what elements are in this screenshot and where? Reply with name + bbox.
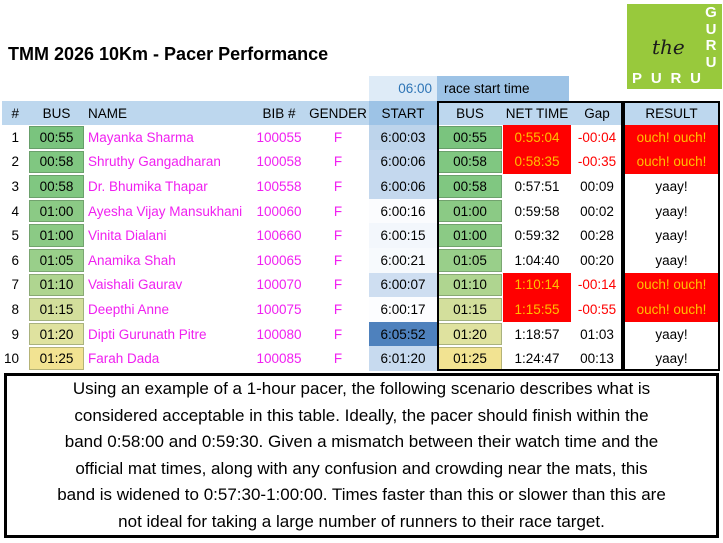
net-time-cell: 0:59:58 [503,199,571,224]
logo-the-script: the [652,35,685,59]
explanation-line: not ideal for taking a large number of runners to their race target. [118,511,605,531]
logo-letter: R [670,70,682,87]
bus-time-cell [28,248,85,273]
row-number: 9 [11,326,19,342]
net-time-cell: 0:59:32 [503,223,571,248]
result-cell: ouch! ouch! [623,150,720,175]
row-number: 5 [11,228,19,244]
runner-name: Shruthy Gangadharan [88,154,221,170]
bib-number: 100055 [256,129,302,145]
runner-name: Deepthi Anne [88,301,170,317]
logo-letter: U [705,20,717,38]
net-time-cell: 1:24:47 [503,346,571,371]
start-time-cell: 6:00:06 [369,150,437,175]
start-time-cell: 6:05:52 [369,322,437,347]
result-cell: ouch! ouch! [623,273,720,298]
bus-time-cell [28,297,85,322]
gap-cell: -00:35 [577,154,617,170]
start-time-cell: 6:00:15 [369,223,437,248]
result-cell: yaay! [623,322,720,347]
bus-chip: 00:58 [438,151,502,174]
logo-letter: U [650,70,662,87]
gender-value: F [333,301,343,317]
col-header-name: NAME [85,101,251,125]
bib-number: 100065 [256,252,302,268]
col-header-net-time: NET TIME [503,101,571,125]
bib-number: 100080 [256,326,302,342]
net-time-cell: 1:10:14 [503,273,571,298]
bus-time-cell-2 [437,199,503,224]
bus-time-cell-2 [437,125,503,150]
logo-letter: P [632,70,643,87]
bus-chip: 01:00 [438,200,502,223]
gap-cell: 00:28 [580,228,614,244]
net-time-cell: 1:18:57 [503,322,571,347]
bib-number: 100060 [256,203,302,219]
puru-guru-logo [627,4,722,89]
gap-cell: 00:13 [580,351,614,367]
start-time-cell: 6:00:06 [369,174,437,199]
gender-value: F [333,252,343,268]
bus-time-cell-2 [437,322,503,347]
bus-chip: 01:15 [29,298,84,321]
runner-name: Dipti Gurunath Pitre [88,326,207,342]
gender-value: F [333,351,343,367]
bus-time-cell [28,125,85,150]
result-cell: ouch! ouch! [623,297,720,322]
logo-guru-vertical [702,5,720,71]
start-time-cell: 6:00:17 [369,297,437,322]
bus-time-cell-2 [437,297,503,322]
bus-chip: 00:58 [438,175,502,198]
bus-time-cell-2 [437,248,503,273]
runner-name: Anamika Shah [88,252,176,268]
page-title: TMM 2026 10Km - Pacer Performance [8,44,329,64]
bus-time-cell-2 [437,273,503,298]
gender-value: F [333,178,343,194]
col-header-gap: Gap [571,101,623,125]
explanation-box [4,373,719,538]
runner-name: Dr. Bhumika Thapar [88,178,208,194]
bus-time-cell-2 [437,150,503,175]
result-cell: yaay! [623,346,720,371]
explanation-line: band is widened to 0:57:30-1:00:00. Times faster than this or slower than this are [57,485,666,504]
bus-chip: 01:10 [438,274,502,297]
row-number: 8 [11,301,19,317]
result-cell: ouch! ouch! [623,125,720,150]
gender-value: F [333,326,343,342]
result-cell: yaay! [623,248,720,273]
race-start-time-label: race start time [437,76,569,101]
start-time-cell: 6:00:07 [369,273,437,298]
start-time-cell: 6:01:20 [369,346,437,371]
col-header-bus: BUS [28,101,85,125]
bus-chip: 01:05 [438,249,502,272]
logo-puru-horizontal [632,70,701,87]
runner-name: Ayesha Vijay Mansukhani [88,203,243,219]
bus-time-cell [28,174,85,199]
gap-cell: -00:04 [577,129,617,145]
row-number: 10 [3,351,19,367]
bib-number: 100558 [256,178,302,194]
gap-cell: 01:03 [580,326,614,342]
bus-chip: 01:00 [29,224,84,247]
gap-cell: -00:55 [577,301,617,317]
bus-time-cell [28,199,85,224]
bus-chip: 01:20 [29,323,84,346]
result-cell: yaay! [623,174,720,199]
start-time-cell: 6:00:03 [369,125,437,150]
bus-chip: 00:55 [29,126,84,149]
gap-cell: 00:02 [580,203,614,219]
row-number: 4 [11,203,19,219]
bus-chip: 01:20 [438,323,502,346]
col-header-num: # [2,101,28,125]
bus-chip: 01:25 [438,347,502,370]
gap-cell: -00:14 [577,277,617,293]
logo-letter: R [705,37,717,54]
bus-chip: 01:00 [29,200,84,223]
bus-chip: 00:55 [438,126,502,149]
row-number: 7 [11,277,19,293]
race-start-time-value: 06:00 [369,76,437,101]
net-time-cell: 0:55:04 [503,125,571,150]
pacer-table [2,101,720,371]
explanation-line: considered acceptable in this table. Ideally, the pacer should finish within the [74,405,649,425]
bus-time-cell [28,322,85,347]
runner-name: Mayanka Sharma [88,129,194,145]
bus-time-cell-2 [437,346,503,371]
bib-number: 100070 [256,277,302,293]
bus-chip: 01:15 [438,298,502,321]
col-header-result: RESULT [623,101,720,125]
result-cell: yaay! [623,223,720,248]
logo-letter: G [705,4,717,21]
row-number: 1 [11,129,19,145]
bus-chip: 00:58 [29,175,84,198]
start-time-cell: 6:00:16 [369,199,437,224]
row-number: 2 [11,154,19,170]
runner-name: Farah Dada [88,351,160,367]
bus-chip: 01:05 [29,249,84,272]
bus-time-cell [28,273,85,298]
explanation-line: band 0:58:00 and 0:59:30. Given a mismatch between their watch time and the [64,432,659,451]
bib-number: 100660 [256,228,302,244]
col-header-bib: BIB # [251,101,307,125]
gender-value: F [333,228,343,244]
explanation-line: Using an example of a 1-hour pacer, the following scenario describes what is [72,379,651,398]
logo-letter: U [690,70,701,87]
gender-value: F [333,203,343,219]
bus-chip: 01:10 [29,274,84,297]
row-number: 6 [11,252,19,268]
gender-value: F [333,154,343,170]
gender-value: F [333,129,343,145]
bib-number: 100085 [256,351,302,367]
col-header-start: START [369,101,437,125]
net-time-cell: 1:04:40 [503,248,571,273]
net-time-cell: 0:58:35 [503,150,571,175]
result-cell: yaay! [623,199,720,224]
gender-value: F [333,277,343,293]
col-header-gender: GENDER [307,101,369,125]
row-number: 3 [11,178,19,194]
bus-time-cell [28,223,85,248]
bib-number: 100075 [256,301,302,317]
net-time-cell: 0:57:51 [503,174,571,199]
bus-time-cell-2 [437,174,503,199]
gap-cell: 00:09 [580,178,614,194]
bib-number: 100058 [256,154,302,170]
bus-time-cell [28,346,85,371]
gap-cell: 00:20 [580,252,614,268]
bus-chip: 01:25 [29,347,84,370]
runner-name: Vaishali Gaurav [88,277,183,293]
logo-letter: U [705,53,717,71]
bus-chip: 00:58 [29,151,84,174]
col-header-bus2: BUS [437,101,503,125]
net-time-cell: 1:15:55 [503,297,571,322]
bus-chip: 01:00 [438,224,502,247]
explanation-line: official mat times, along with any confusion and crowding near the mats, this [75,458,648,478]
runner-name: Vinita Dialani [88,228,167,244]
bus-time-cell [28,150,85,175]
start-time-cell: 6:00:21 [369,248,437,273]
bus-time-cell-2 [437,223,503,248]
